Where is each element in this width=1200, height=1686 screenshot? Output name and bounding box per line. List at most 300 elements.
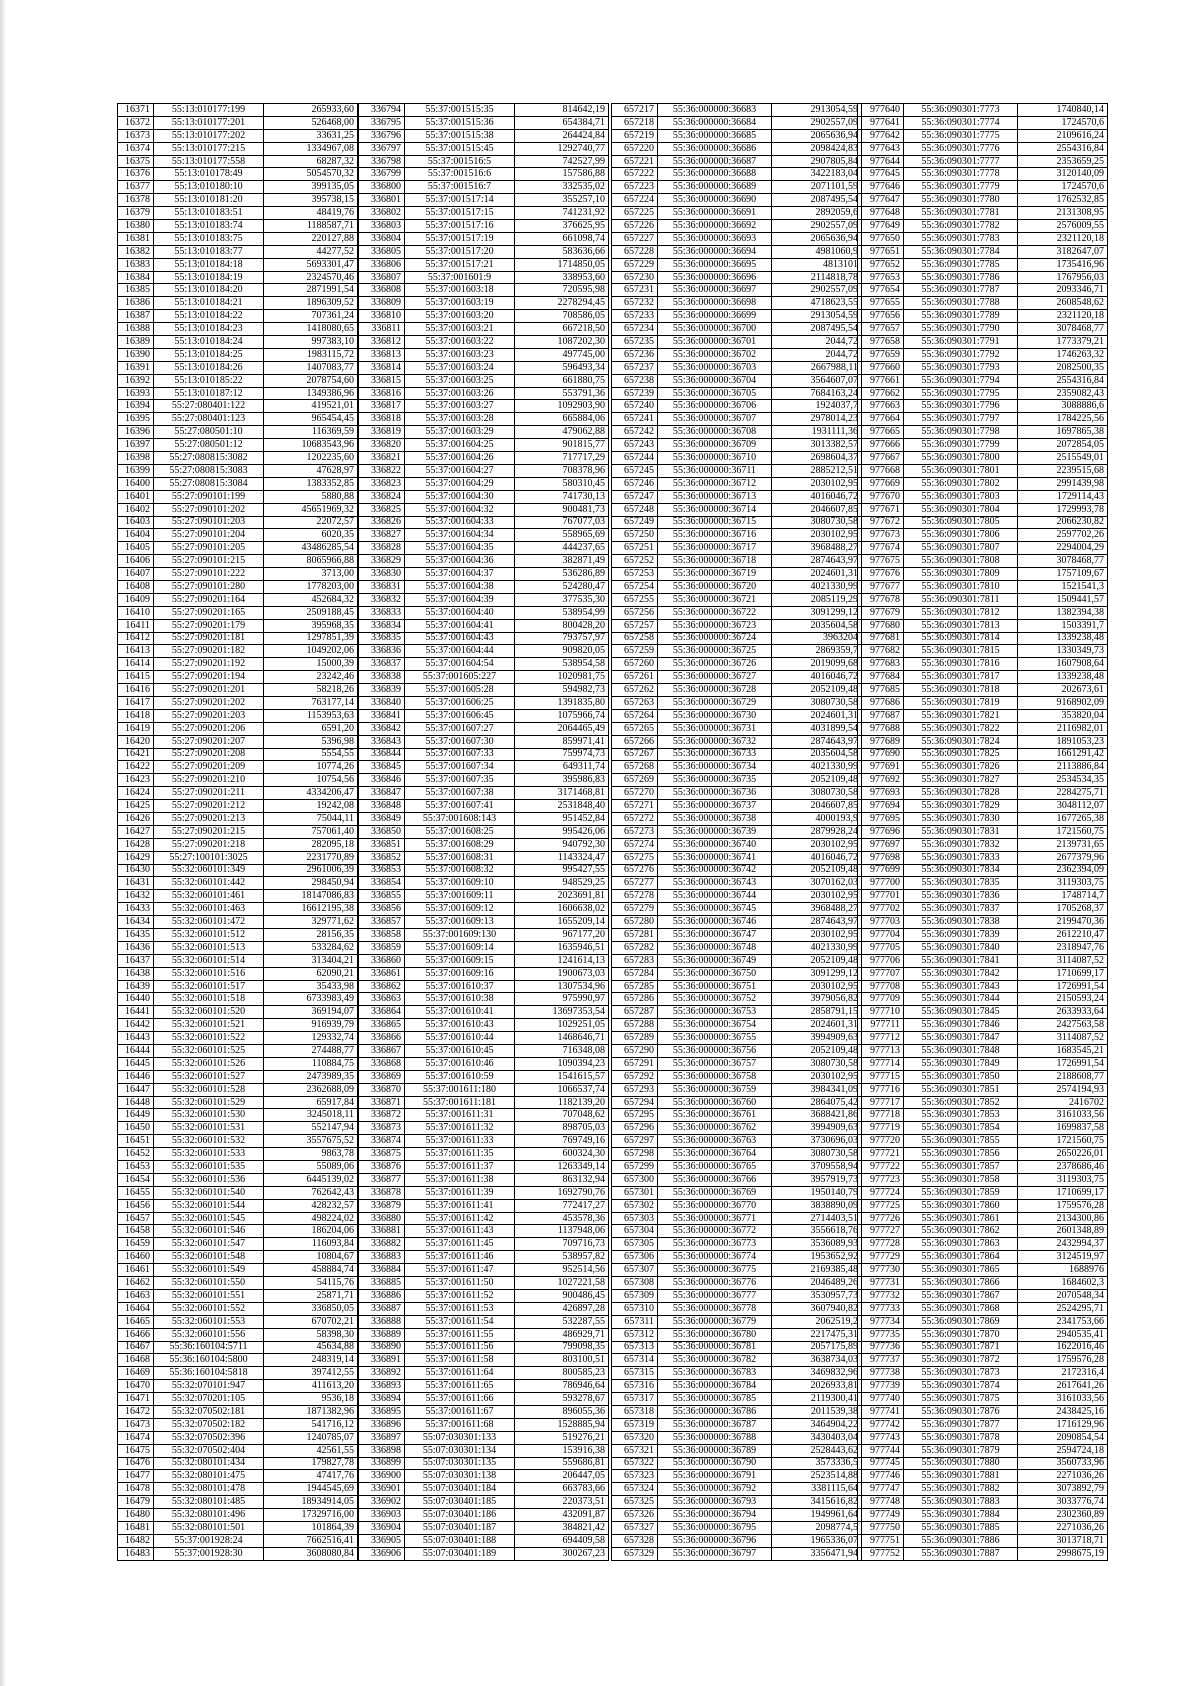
table-row xyxy=(359,735,609,748)
cadastral-value: 896055,36 xyxy=(515,1405,609,1418)
cadastral-value: 3564607,07 xyxy=(772,374,862,387)
table-row xyxy=(858,1238,1108,1251)
cadastral-value: 2024601,31 xyxy=(772,1019,862,1032)
row-number: 336812 xyxy=(359,336,405,349)
table-row xyxy=(858,1173,1108,1186)
cadastral-number: 55:36:000000:36691 xyxy=(658,207,772,220)
row-number: 16480 xyxy=(118,1509,154,1522)
table-row xyxy=(118,941,358,954)
cadastral-value: 536286,89 xyxy=(515,568,609,581)
table-row xyxy=(359,542,609,555)
table-row xyxy=(858,271,1108,284)
table-row xyxy=(858,490,1108,503)
table-row xyxy=(118,129,358,142)
row-number: 657314 xyxy=(612,1354,658,1367)
cadastral-number: 55:37:001515:35 xyxy=(405,104,515,117)
cadastral-number: 55:36:000000:36755 xyxy=(658,1032,772,1045)
cadastral-number: 55:36:090301:7846 xyxy=(904,1019,1018,1032)
cadastral-number: 55:36:090301:7777 xyxy=(904,155,1018,168)
row-number: 657284 xyxy=(612,967,658,980)
table-row xyxy=(612,580,862,593)
row-number: 336824 xyxy=(359,490,405,503)
cadastral-number: 55:37:001604:39 xyxy=(405,593,515,606)
row-number: 977656 xyxy=(858,310,904,323)
row-number: 657259 xyxy=(612,645,658,658)
row-number: 16389 xyxy=(118,336,154,349)
cadastral-number: 55:37:001610:59 xyxy=(405,1070,515,1083)
cadastral-value: 2714403,51 xyxy=(772,1212,862,1225)
table-row xyxy=(118,916,358,929)
table-row xyxy=(359,1212,609,1225)
row-number: 657236 xyxy=(612,348,658,361)
cadastral-value: 1688976 xyxy=(1018,1264,1108,1277)
table-row xyxy=(359,1057,609,1070)
cadastral-number: 55:27:090201:165 xyxy=(154,606,264,619)
table-row xyxy=(359,1289,609,1302)
table-row xyxy=(359,1148,609,1161)
table-row xyxy=(612,297,862,310)
cadastral-value: 2087495,54 xyxy=(772,194,862,207)
cadastral-value: 863132,94 xyxy=(515,1173,609,1186)
register-column-4 xyxy=(857,103,1108,1561)
row-number: 336866 xyxy=(359,1032,405,1045)
row-number: 977749 xyxy=(858,1509,904,1522)
table-row xyxy=(612,1380,862,1393)
cadastral-value: 2131308,95 xyxy=(1018,207,1108,220)
row-number: 336896 xyxy=(359,1418,405,1431)
row-number: 657274 xyxy=(612,838,658,851)
cadastral-value: 1677265,38 xyxy=(1018,812,1108,825)
row-number: 336798 xyxy=(359,155,405,168)
cadastral-number: 55:37:001603:29 xyxy=(405,426,515,439)
cadastral-number: 55:36:090301:7852 xyxy=(904,1096,1018,1109)
row-number: 16376 xyxy=(118,168,154,181)
cadastral-value: 3709558,94 xyxy=(772,1161,862,1174)
cadastral-number: 55:37:001611:33 xyxy=(405,1135,515,1148)
cadastral-number: 55:37:001611:68 xyxy=(405,1418,515,1431)
table-row xyxy=(612,916,862,929)
cadastral-number: 55:36:090301:7860 xyxy=(904,1199,1018,1212)
cadastral-value: 17329716,00 xyxy=(264,1509,358,1522)
row-number: 657273 xyxy=(612,825,658,838)
cadastral-value: 486929,71 xyxy=(515,1328,609,1341)
row-number: 16375 xyxy=(118,155,154,168)
cadastral-value: 3078468,77 xyxy=(1018,323,1108,336)
table-row xyxy=(118,1457,358,1470)
row-number: 16457 xyxy=(118,1212,154,1225)
cadastral-value: 583636,66 xyxy=(515,245,609,258)
cadastral-value: 1735416,96 xyxy=(1018,258,1108,271)
row-number: 977739 xyxy=(858,1380,904,1393)
cadastral-value: 1778203,00 xyxy=(264,580,358,593)
cadastral-number: 55:36:090301:7780 xyxy=(904,194,1018,207)
row-number: 336894 xyxy=(359,1393,405,1406)
row-number: 16429 xyxy=(118,851,154,864)
cadastral-value: 1896309,52 xyxy=(264,297,358,310)
row-number: 336879 xyxy=(359,1199,405,1212)
cadastral-value: 1349386,96 xyxy=(264,387,358,400)
cadastral-number: 55:36:000000:36761 xyxy=(658,1109,772,1122)
table-row xyxy=(118,529,358,542)
cadastral-value: 2362688,09 xyxy=(264,1083,358,1096)
row-number: 657283 xyxy=(612,954,658,967)
table-row xyxy=(612,1289,862,1302)
table-row xyxy=(359,1173,609,1186)
cadastral-number: 55:32:060101:526 xyxy=(154,1057,264,1070)
cadastral-value: 2871991,54 xyxy=(264,284,358,297)
table-row xyxy=(612,310,862,323)
table-row xyxy=(858,1199,1108,1212)
table-row xyxy=(858,1431,1108,1444)
row-number: 657305 xyxy=(612,1238,658,1251)
table-row xyxy=(612,645,862,658)
cadastral-value: 1759576,28 xyxy=(1018,1354,1108,1367)
row-number: 657287 xyxy=(612,1006,658,1019)
row-number: 657229 xyxy=(612,258,658,271)
cadastral-value: 479062,88 xyxy=(515,426,609,439)
cadastral-value: 665884,06 xyxy=(515,413,609,426)
table-row xyxy=(359,1109,609,1122)
cadastral-number: 55:32:060101:516 xyxy=(154,967,264,980)
cadastral-value: 2913054,59 xyxy=(772,310,862,323)
cadastral-number: 55:32:060101:521 xyxy=(154,1019,264,1032)
cadastral-number: 55:07:030401:185 xyxy=(405,1496,515,1509)
cadastral-value: 7684163,24 xyxy=(772,387,862,400)
table-row xyxy=(858,658,1108,671)
table-row xyxy=(612,104,862,117)
cadastral-number: 55:37:001608:29 xyxy=(405,838,515,851)
table-row xyxy=(359,374,609,387)
cadastral-number: 55:37:001516:6 xyxy=(405,168,515,181)
cadastral-number: 55:36:000000:36693 xyxy=(658,232,772,245)
cadastral-number: 55:36:000000:36789 xyxy=(658,1444,772,1457)
cadastral-number: 55:32:060101:549 xyxy=(154,1264,264,1277)
table-row xyxy=(858,1096,1108,1109)
cadastral-value: 2070548,34 xyxy=(1018,1289,1108,1302)
cadastral-number: 55:36:000000:36705 xyxy=(658,387,772,400)
cadastral-number: 55:36:090301:7787 xyxy=(904,284,1018,297)
table-row xyxy=(612,568,862,581)
row-number: 977703 xyxy=(858,916,904,929)
row-number: 336796 xyxy=(359,129,405,142)
row-number: 657285 xyxy=(612,980,658,993)
row-number: 16424 xyxy=(118,787,154,800)
cadastral-number: 55:36:090301:7800 xyxy=(904,452,1018,465)
table-row xyxy=(118,1264,358,1277)
cadastral-value: 55089,06 xyxy=(264,1161,358,1174)
table-row xyxy=(858,516,1108,529)
row-number: 977690 xyxy=(858,748,904,761)
cadastral-number: 55:36:090301:7821 xyxy=(904,709,1018,722)
cadastral-value: 43486285,54 xyxy=(264,542,358,555)
cadastral-number: 55:36:090301:7806 xyxy=(904,529,1018,542)
cadastral-value: 355257,10 xyxy=(515,194,609,207)
cadastral-number: 55:36:090301:7784 xyxy=(904,245,1018,258)
cadastral-number: 55:36:090301:7798 xyxy=(904,426,1018,439)
table-row xyxy=(858,181,1108,194)
table-row xyxy=(858,722,1108,735)
table-row xyxy=(612,284,862,297)
table-row xyxy=(118,632,358,645)
cadastral-value: 2030102,95 xyxy=(772,1070,862,1083)
row-number: 977752 xyxy=(858,1547,904,1560)
cadastral-number: 55:37:001611:55 xyxy=(405,1328,515,1341)
table-row xyxy=(612,1534,862,1547)
cadastral-value: 708378,96 xyxy=(515,464,609,477)
cadastral-value: 2576009,55 xyxy=(1018,220,1108,233)
table-row xyxy=(858,606,1108,619)
table-row xyxy=(118,800,358,813)
cadastral-number: 55:37:001607:27 xyxy=(405,722,515,735)
row-number: 336906 xyxy=(359,1547,405,1560)
cadastral-number: 55:27:090101:205 xyxy=(154,542,264,555)
cadastral-number: 55:36:000000:36765 xyxy=(658,1161,772,1174)
row-number: 336862 xyxy=(359,980,405,993)
table-row xyxy=(858,310,1108,323)
cadastral-number: 55:07:030401:188 xyxy=(405,1534,515,1547)
row-number: 977733 xyxy=(858,1302,904,1315)
cadastral-number: 55:13:010177:215 xyxy=(154,142,264,155)
row-number: 657309 xyxy=(612,1289,658,1302)
row-number: 336887 xyxy=(359,1302,405,1315)
cadastral-number: 55:32:060101:522 xyxy=(154,1032,264,1045)
table-row xyxy=(359,851,609,864)
row-number: 16426 xyxy=(118,812,154,825)
cadastral-value: 377535,30 xyxy=(515,593,609,606)
table-row xyxy=(118,593,358,606)
cadastral-number: 55:36:000000:36774 xyxy=(658,1251,772,1264)
row-number: 336818 xyxy=(359,413,405,426)
table-row xyxy=(118,555,358,568)
row-number: 977699 xyxy=(858,864,904,877)
cadastral-value: 3994909,63 xyxy=(772,1122,862,1135)
row-number: 977660 xyxy=(858,361,904,374)
row-number: 336797 xyxy=(359,142,405,155)
row-number: 16387 xyxy=(118,310,154,323)
table-row xyxy=(858,967,1108,980)
table-row xyxy=(612,413,862,426)
row-number: 657238 xyxy=(612,374,658,387)
table-row xyxy=(118,1302,358,1315)
table-row xyxy=(118,1341,358,1354)
row-number: 16401 xyxy=(118,490,154,503)
cadastral-value: 1092903,90 xyxy=(515,400,609,413)
cadastral-value: 2302360,89 xyxy=(1018,1509,1108,1522)
table-row xyxy=(118,696,358,709)
row-number: 977657 xyxy=(858,323,904,336)
cadastral-value: 1263349,14 xyxy=(515,1161,609,1174)
cadastral-number: 55:37:001608:31 xyxy=(405,851,515,864)
table-row xyxy=(118,812,358,825)
cadastral-number: 55:27:080815:3083 xyxy=(154,464,264,477)
cadastral-number: 55:36:000000:36689 xyxy=(658,181,772,194)
row-number: 16380 xyxy=(118,220,154,233)
cadastral-number: 55:13:010180:10 xyxy=(154,181,264,194)
row-number: 657233 xyxy=(612,310,658,323)
cadastral-value: 3080730,58 xyxy=(772,787,862,800)
row-number: 16394 xyxy=(118,400,154,413)
row-number: 657299 xyxy=(612,1161,658,1174)
row-number: 16385 xyxy=(118,284,154,297)
table-row xyxy=(359,1070,609,1083)
cadastral-number: 55:13:010177:201 xyxy=(154,116,264,129)
cadastral-value: 2062519,2 xyxy=(772,1315,862,1328)
cadastral-value: 1724570,6 xyxy=(1018,116,1108,129)
cadastral-number: 55:37:001516:5 xyxy=(405,155,515,168)
cadastral-number: 55:32:060101:546 xyxy=(154,1225,264,1238)
row-number: 657217 xyxy=(612,104,658,117)
table-row xyxy=(612,774,862,787)
cadastral-number: 55:32:060101:512 xyxy=(154,929,264,942)
row-number: 977705 xyxy=(858,941,904,954)
cadastral-number: 55:36:090301:7789 xyxy=(904,310,1018,323)
table-row xyxy=(858,1328,1108,1341)
cadastral-number: 55:37:001604:26 xyxy=(405,452,515,465)
table-row xyxy=(858,1289,1108,1302)
cadastral-value: 786946,64 xyxy=(515,1380,609,1393)
cadastral-number: 55:36:090301:7793 xyxy=(904,361,1018,374)
table-row xyxy=(612,1212,862,1225)
table-row xyxy=(118,1483,358,1496)
cadastral-value: 1607908,64 xyxy=(1018,658,1108,671)
table-row xyxy=(359,297,609,310)
row-number: 977740 xyxy=(858,1393,904,1406)
cadastral-value: 663783,66 xyxy=(515,1483,609,1496)
row-number: 16403 xyxy=(118,516,154,529)
cadastral-number: 55:36:000000:36778 xyxy=(658,1302,772,1315)
table-row xyxy=(612,129,862,142)
table-row xyxy=(359,439,609,452)
row-number: 657248 xyxy=(612,503,658,516)
row-number: 657235 xyxy=(612,336,658,349)
table-row xyxy=(359,1122,609,1135)
row-number: 16479 xyxy=(118,1496,154,1509)
cadastral-number: 55:36:090301:7839 xyxy=(904,929,1018,942)
cadastral-number: 55:36:000000:36739 xyxy=(658,825,772,838)
table-row xyxy=(858,825,1108,838)
row-number: 16475 xyxy=(118,1444,154,1457)
cadastral-value: 395968,35 xyxy=(264,619,358,632)
cadastral-number: 55:36:000000:36787 xyxy=(658,1418,772,1431)
cadastral-value: 2608548,62 xyxy=(1018,297,1108,310)
table-row xyxy=(612,980,862,993)
cadastral-number: 55:37:001517:21 xyxy=(405,258,515,271)
table-row xyxy=(359,1315,609,1328)
cadastral-value: 975990,97 xyxy=(515,993,609,1006)
row-number: 657316 xyxy=(612,1380,658,1393)
row-number: 657223 xyxy=(612,181,658,194)
cadastral-value: 1407083,77 xyxy=(264,361,358,374)
cadastral-number: 55:13:010178:49 xyxy=(154,168,264,181)
cadastral-number: 55:36:090301:7866 xyxy=(904,1277,1018,1290)
cadastral-value: 1705268,37 xyxy=(1018,903,1108,916)
cadastral-number: 55:36:000000:36796 xyxy=(658,1534,772,1547)
table-row xyxy=(858,1148,1108,1161)
cadastral-number: 55:27:080815:3082 xyxy=(154,452,264,465)
cadastral-number: 55:32:080101:501 xyxy=(154,1521,264,1534)
cadastral-number: 55:36:090301:7838 xyxy=(904,916,1018,929)
cadastral-value: 4981060,9 xyxy=(772,245,862,258)
cadastral-value: 1871382,96 xyxy=(264,1405,358,1418)
cadastral-number: 55:36:090301:7776 xyxy=(904,142,1018,155)
row-number: 977710 xyxy=(858,1006,904,1019)
table-row xyxy=(858,361,1108,374)
cadastral-number: 55:36:000000:36794 xyxy=(658,1509,772,1522)
table-row xyxy=(118,774,358,787)
cadastral-number: 55:36:090301:7797 xyxy=(904,413,1018,426)
cadastral-number: 55:36:090301:7878 xyxy=(904,1431,1018,1444)
cadastral-number: 55:32:070502:404 xyxy=(154,1444,264,1457)
row-number: 977715 xyxy=(858,1070,904,1083)
cadastral-value: 452684,32 xyxy=(264,593,358,606)
cadastral-number: 55:37:001603:19 xyxy=(405,297,515,310)
cadastral-value: 4000193,9 xyxy=(772,812,862,825)
table-row xyxy=(118,1315,358,1328)
row-number: 336836 xyxy=(359,645,405,658)
row-number: 16377 xyxy=(118,181,154,194)
cadastral-number: 55:37:001517:20 xyxy=(405,245,515,258)
table-row xyxy=(359,1341,609,1354)
cadastral-number: 55:36:090301:7869 xyxy=(904,1315,1018,1328)
cadastral-value: 1983115,72 xyxy=(264,348,358,361)
cadastral-value: 661098,74 xyxy=(515,232,609,245)
cadastral-number: 55:36:090301:7795 xyxy=(904,387,1018,400)
row-number: 16419 xyxy=(118,722,154,735)
cadastral-number: 55:27:090201:201 xyxy=(154,684,264,697)
cadastral-number: 55:36:090301:7773 xyxy=(904,104,1018,117)
table-row xyxy=(118,645,358,658)
cadastral-number: 55:32:060101:547 xyxy=(154,1238,264,1251)
table-row xyxy=(359,671,609,684)
table-row xyxy=(118,619,358,632)
row-number: 657232 xyxy=(612,297,658,310)
row-number: 16446 xyxy=(118,1070,154,1083)
cadastral-value: 35433,98 xyxy=(264,980,358,993)
row-number: 16445 xyxy=(118,1057,154,1070)
row-number: 657276 xyxy=(612,864,658,877)
cadastral-number: 55:37:001611:65 xyxy=(405,1380,515,1393)
row-number: 16384 xyxy=(118,271,154,284)
table-row xyxy=(612,1302,862,1315)
cadastral-number: 55:36:090301:7859 xyxy=(904,1186,1018,1199)
table-row xyxy=(612,374,862,387)
row-number: 16478 xyxy=(118,1483,154,1496)
cadastral-number: 55:37:001603:24 xyxy=(405,361,515,374)
table-row xyxy=(359,452,609,465)
row-number: 977723 xyxy=(858,1173,904,1186)
cadastral-number: 55:36:090301:7848 xyxy=(904,1045,1018,1058)
table-row xyxy=(858,1315,1108,1328)
cadastral-number: 55:36:000000:36732 xyxy=(658,735,772,748)
cadastral-number: 55:27:090201:209 xyxy=(154,761,264,774)
table-row xyxy=(359,877,609,890)
row-number: 657319 xyxy=(612,1418,658,1431)
cadastral-number: 55:37:001928:30 xyxy=(154,1547,264,1560)
cadastral-number: 55:36:000000:36706 xyxy=(658,400,772,413)
cadastral-value: 594982,73 xyxy=(515,684,609,697)
table-row xyxy=(858,116,1108,129)
cadastral-number: 55:36:090301:7857 xyxy=(904,1161,1018,1174)
cadastral-number: 55:13:010177:558 xyxy=(154,155,264,168)
row-number: 977713 xyxy=(858,1045,904,1058)
cadastral-value: 1729993,78 xyxy=(1018,503,1108,516)
table-row xyxy=(118,1354,358,1367)
table-row xyxy=(359,916,609,929)
table-row xyxy=(858,916,1108,929)
row-number: 16473 xyxy=(118,1418,154,1431)
cadastral-number: 55:36:000000:36790 xyxy=(658,1457,772,1470)
cadastral-number: 55:36:090301:7863 xyxy=(904,1238,1018,1251)
